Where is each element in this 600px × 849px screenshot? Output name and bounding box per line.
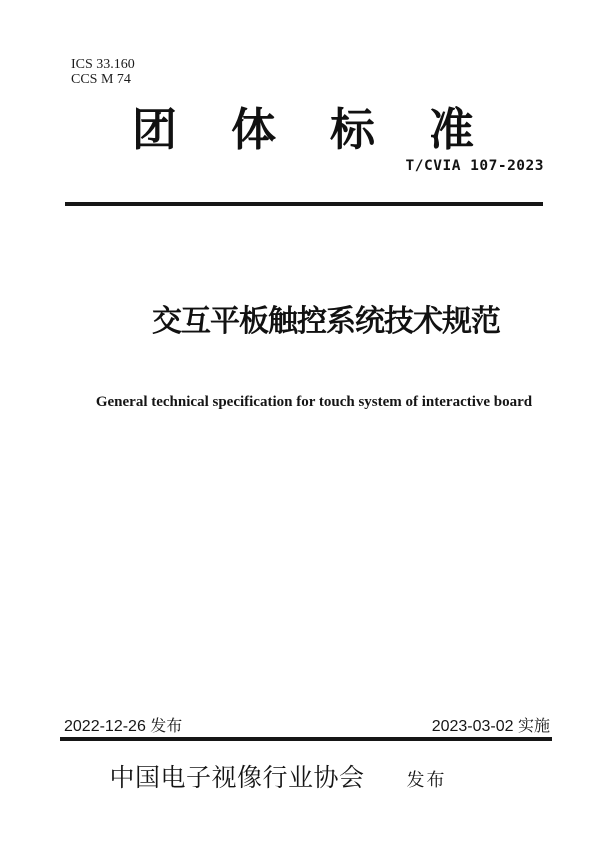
ccs-code: CCS M 74 bbox=[71, 71, 131, 87]
standard-title-zh: 交互平板触控系统技术规范 bbox=[152, 305, 500, 338]
bottom-rule bbox=[60, 737, 552, 741]
standard-type-heading bbox=[132, 104, 474, 155]
dates-row bbox=[64, 713, 550, 736]
implement-date: 2023-03-02 实施 bbox=[431, 718, 550, 735]
issue-date: 2022-12-26 发布 bbox=[64, 718, 183, 735]
ics-code: ICS 33.160 bbox=[71, 57, 135, 72]
classification-codes bbox=[71, 58, 135, 87]
doc-type-char: 团 bbox=[132, 104, 178, 155]
doc-type-char: 标 bbox=[329, 104, 375, 155]
doc-type-char: 体 bbox=[230, 104, 276, 155]
doc-type-char: 准 bbox=[428, 104, 474, 155]
top-rule bbox=[65, 202, 543, 206]
issuing-body-row bbox=[0, 758, 578, 794]
standard-title-en: General technical specification for touch system of interactive board bbox=[95, 394, 533, 410]
standard-number: T/CVIA 107-2023 bbox=[405, 158, 544, 174]
publish-label: 发布 bbox=[406, 770, 447, 790]
issuing-body: 中国电子视像行业协会 bbox=[109, 764, 365, 792]
